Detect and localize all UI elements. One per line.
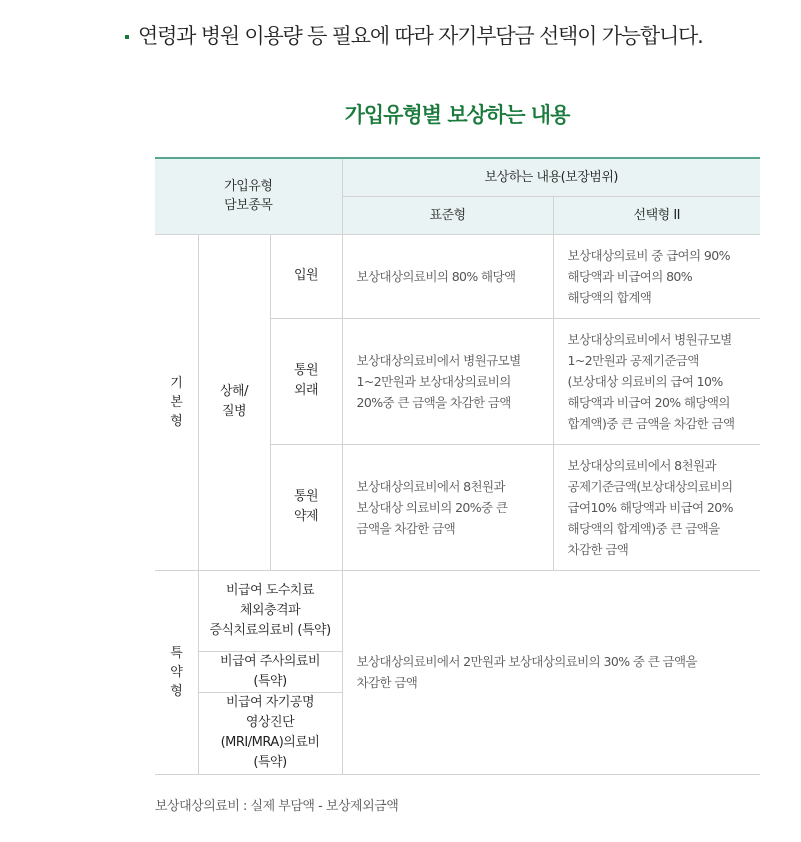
standard-pharmacy: 보상대상의료비에서 8천원과 보상대상 의료비의 20%중 큰 금액을 차감한 금액	[342, 444, 553, 570]
bullet-icon	[125, 35, 129, 39]
item-inpatient: 입원	[270, 234, 342, 318]
special-type-label: 특 약 형	[155, 570, 198, 774]
standard-outpatient: 보상대상의료비에서 병원규모별 1~2만원과 보상대상의료비의 20%중 큰 금액을 차감한 금액	[342, 318, 553, 444]
table-row	[155, 234, 760, 318]
special-item-injection: 비급여 주사의료비 (특약)	[198, 651, 342, 692]
standard-inpatient: 보상대상의료비의 80% 해당액	[342, 234, 553, 318]
injury-disease-label: 상해/ 질병	[198, 234, 270, 570]
header-type-cell	[155, 158, 342, 234]
select-pharmacy: 보상대상의료비에서 8천원과 공제기준금액(보상대상의료비의 급여10% 해당액과 비급여 20% 해당액의 합계액)중 큰 금액을 차감한 금액	[553, 444, 760, 570]
special-item-manual-therapy: 비급여 도수치료 체외충격파 증식치료의료비 (특약)	[198, 570, 342, 651]
footnote: 보상대상의료비 : 실제 부담액 - 보상제외금액	[155, 799, 399, 814]
coverage-table	[155, 157, 760, 775]
table-row	[155, 570, 760, 651]
select-outpatient: 보상대상의료비에서 병원규모별 1~2만원과 공제기준금액 (보상대상 의료비의 급여 10% 해당액과 비급여 20% 해당액의 합계액)중 큰 금액을 차감한 금액	[553, 318, 760, 444]
header-coverage: 보상하는 내용(보장범위)	[342, 158, 760, 196]
special-coverage-desc: 보상대상의료비에서 2만원과 보상대상의료비의 30% 중 큰 금액을 차감한 금액	[342, 570, 760, 774]
header-item-label: 담보종목	[224, 198, 273, 214]
header-select: 선택형 II	[553, 196, 760, 234]
select-inpatient: 보상대상의료비 중 급여의 90% 해당액과 비급여의 80% 해당액의 합계액	[553, 234, 760, 318]
header-type-label: 가입유형	[224, 179, 273, 195]
item-outpatient: 통원 외래	[270, 318, 342, 444]
section-title: 가입유형별 보상하는 내용	[344, 103, 570, 127]
intro-text: 연령과 병원 이용량 등 필요에 따라 자기부담금 선택이 가능합니다.	[138, 24, 703, 48]
header-standard: 표준형	[342, 196, 553, 234]
special-item-mri: 비급여 자기공명 영상진단 (MRI/MRA)의료비 (특약)	[198, 692, 342, 774]
intro-line	[125, 20, 703, 50]
item-pharmacy: 통원 약제	[270, 444, 342, 570]
basic-type-label: 기 본 형	[155, 234, 198, 570]
